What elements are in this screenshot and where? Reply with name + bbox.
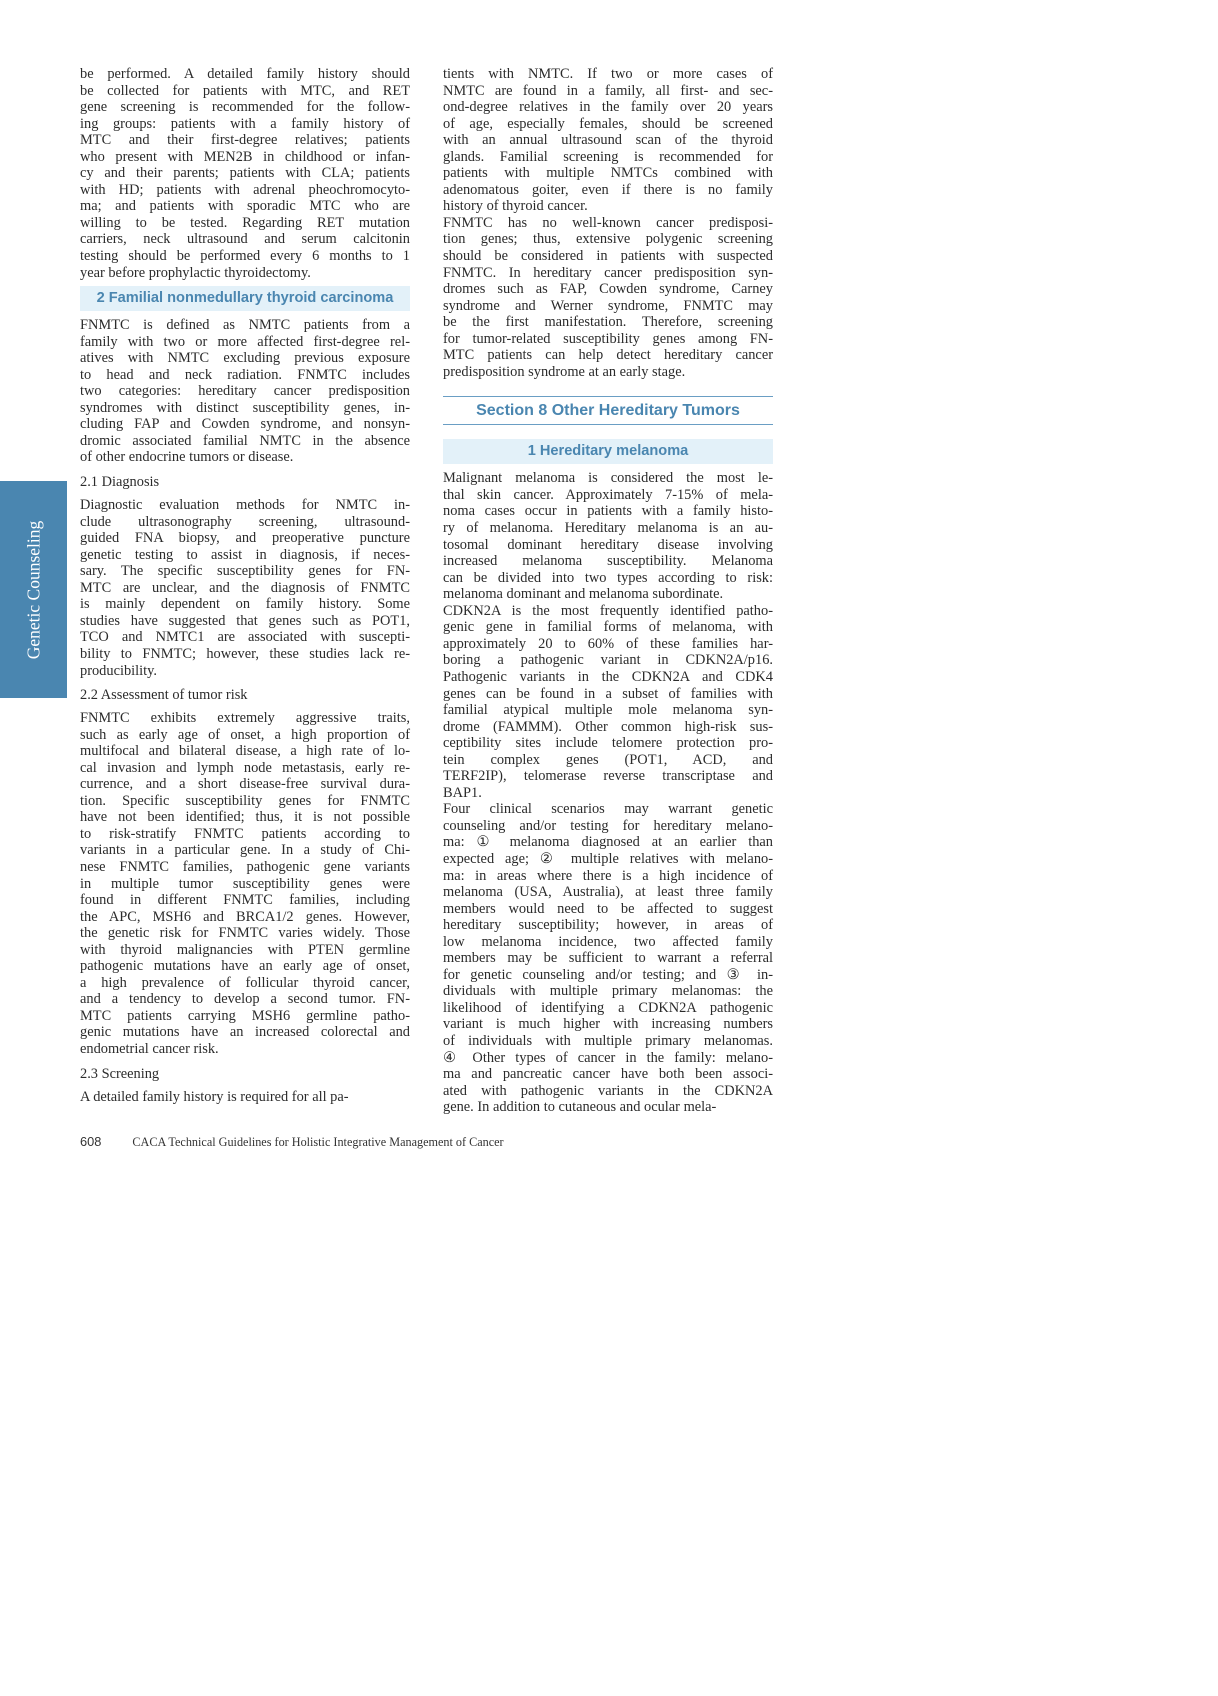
text-line: adenomatous goiter, even if there is no family (443, 181, 773, 198)
text-line: bility to FNMTC; however, these studies lack re- (80, 645, 410, 662)
text-line: thal skin cancer. Approximately 7-15% of mela- (443, 486, 773, 503)
text-line: predisposition syndrome at an early stage. (443, 363, 686, 380)
right-column (443, 66, 773, 1116)
text-line: ④ Other types of cancer in the family: melano- (443, 1049, 773, 1066)
paragraph (80, 710, 410, 1057)
text-line: tion genes; thus, extensive polygenic screening (443, 231, 773, 248)
text-line: guided FNA biopsy, and preoperative puncture (80, 530, 410, 547)
text-line: melanoma dominant and melanoma subordinate. (443, 586, 724, 603)
text-line: of individuals with multiple primary melanomas. (443, 1032, 773, 1049)
text-line: genetic testing to assist in diagnosis, if neces- (80, 546, 410, 563)
text-line: two categories: hereditary cancer predisposition (80, 383, 410, 400)
text-line: TCO and NMTC1 are associated with suscepti- (80, 629, 410, 646)
text-line: should be considered in patients with suspected (443, 248, 773, 265)
text-line: ry of melanoma. Hereditary melanoma is an au- (443, 520, 773, 537)
text-line: tein complex genes (POT1, ACD, and (443, 751, 773, 768)
text-line: for tumor-related susceptibility genes among FN- (443, 330, 773, 347)
left-column (80, 66, 410, 1105)
text-line: drome (FAMMM). Other common high-risk sus- (443, 718, 773, 735)
text-line: gene screening is recommended for the follow- (80, 99, 410, 116)
text-line: increased melanoma susceptibility. Melanoma (443, 553, 773, 570)
text-line: genic gene in familial forms of melanoma, with (443, 619, 773, 636)
text-line: expected age; ② multiple relatives with melano- (443, 850, 773, 867)
text-line: genic mutations have an increased colorectal and (80, 1024, 410, 1041)
text-line: low melanoma incidence, two affected family (443, 933, 773, 950)
paragraph (80, 66, 410, 281)
text-line: ma and pancreatic cancer have both been associ- (443, 1066, 773, 1083)
text-line: cluding FAP and Cowden syndrome, and nonsyn- (80, 416, 410, 433)
text-line: found in different FNMTC families, including (80, 892, 410, 909)
text-line: the genetic risk for FNMTC varies widely. Those (80, 925, 410, 942)
text-line: who present with MEN2B in childhood or infan- (80, 148, 410, 165)
text-line: variant is much higher with increasing numbers (443, 1016, 773, 1033)
paragraph (443, 801, 773, 1115)
text-line: multifocal and bilateral disease, a high rate of lo- (80, 743, 410, 760)
section-heading-hereditary-melanoma: 1 Hereditary melanoma (443, 439, 773, 464)
text-line: ing groups: patients with a family history of (80, 115, 410, 132)
text-line: hereditary susceptibility; however, in areas of (443, 917, 773, 934)
text-line: members may be sufficient to warrant a referral (443, 950, 773, 967)
paragraph (80, 317, 410, 466)
text-line: ma: ① melanoma diagnosed at an earlier than (443, 834, 773, 851)
text-line: atives with NMTC excluding previous exposure (80, 350, 410, 367)
subheading-tumor-risk: 2.2 Assessment of tumor risk (80, 687, 248, 704)
text-line: with an annual ultrasound scan of the thyroid (443, 132, 773, 149)
text-line: NMTC are found in a family, all first- and sec- (443, 82, 773, 99)
text-line: clude ultrasonography screening, ultrasound- (80, 513, 410, 530)
text-line: such as early age of onset, a high proportion of (80, 726, 410, 743)
page-number: 608 (80, 1134, 102, 1149)
text-line: ma; and patients with sporadic MTC who are (80, 198, 410, 215)
text-line: to risk-stratify FNMTC patients according to (80, 825, 410, 842)
text-line: pathogenic mutations have an early age of onset, (80, 958, 410, 975)
text-line: CDKN2A is the most frequently identified patho- (443, 602, 773, 619)
text-line: a high prevalence of follicular thyroid cancer, (80, 974, 410, 991)
paragraph (443, 215, 773, 380)
text-line: counseling and/or testing for hereditary melano- (443, 817, 773, 834)
text-line: is mainly dependent on family history. Some (80, 596, 410, 613)
text-line: ma: in areas where there is a high incidence of (443, 867, 773, 884)
text-line: be performed. A detailed family history should (80, 66, 410, 82)
text-line: syndromes with distinct susceptibility genes, in- (80, 399, 410, 416)
text-line: dromes such as FAP, Cowden syndrome, Carney (443, 281, 773, 298)
text-line: gene. In addition to cutaneous and ocular mela- (443, 1099, 717, 1116)
text-line: nese FNMTC families, pathogenic gene variants (80, 858, 410, 875)
text-line: willing to be tested. Regarding RET mutation (80, 214, 410, 231)
text-line: Malignant melanoma is considered the most le- (443, 470, 773, 487)
text-line: year before prophylactic thyroidectomy. (80, 264, 311, 281)
text-line: patients with multiple NMTCs combined with (443, 165, 773, 182)
text-line: boring a pathogenic variant in CDKN2A/p16. (443, 652, 773, 669)
text-line: be the first manifestation. Therefore, screening (443, 314, 773, 331)
text-line: noma cases occur in patients with a family histo- (443, 503, 773, 520)
text-line: ceptibility sites include telomere protection pro- (443, 735, 773, 752)
text-line: in multiple tumor susceptibility genes were (80, 875, 410, 892)
text-line: of other endocrine tumors or disease. (80, 449, 294, 466)
side-tab-label: Genetic Counseling (23, 520, 43, 659)
text-line: familial atypical multiple mole melanoma syn- (443, 702, 773, 719)
subheading-screening: 2.3 Screening (80, 1065, 160, 1082)
text-line: tosomal dominant hereditary disease involving (443, 536, 773, 553)
subheading-diagnosis: 2.1 Diagnosis (80, 474, 160, 491)
text-line: of age, especially females, should be screened (443, 115, 773, 132)
text-line: MTC and their first-degree relatives; patients (80, 132, 410, 149)
text-line: FNMTC exhibits extremely aggressive traits, (80, 710, 410, 727)
text-line: genes can be found in a subset of families with (443, 685, 773, 702)
text-line: ated with pathogenic variants in the CDKN2A (443, 1082, 773, 1099)
text-line: be collected for patients with MTC, and RET (80, 82, 410, 99)
text-line: FNMTC is defined as NMTC patients from a (80, 317, 410, 334)
text-line: dividuals with multiple primary melanomas: the (443, 983, 773, 1000)
text-line: approximately 20 to 60% of these families har- (443, 635, 773, 652)
paragraph (80, 497, 410, 679)
text-line: FNMTC. In hereditary cancer predisposition syn- (443, 264, 773, 281)
text-line: members would need to be affected to suggest (443, 900, 773, 917)
text-line: TERF2IP), telomerase reverse transcriptase and (443, 768, 773, 785)
text-line: for genetic counseling and/or testing; and ③ in- (443, 966, 773, 983)
text-line: Four clinical scenarios may warrant genetic (443, 801, 773, 818)
side-tab (0, 481, 67, 698)
text-line: endometrial cancer risk. (80, 1040, 219, 1057)
section-heading-other-hereditary-tumors: Section 8 Other Hereditary Tumors (443, 396, 773, 425)
text-line: history of thyroid cancer. (443, 198, 588, 215)
paragraph (443, 603, 773, 802)
text-line: FNMTC has no well-known cancer predisposi- (443, 214, 773, 231)
section-heading-familial-nmtc: 2 Familial nonmedullary thyroid carcinoma (80, 286, 410, 311)
text-line: Diagnostic evaluation methods for NMTC in- (80, 497, 410, 514)
text-line: BAP1. (443, 784, 482, 801)
paragraph (443, 66, 773, 215)
text-line: melanoma (USA, Australia), at least three family (443, 884, 773, 901)
text-line: with HD; patients with adrenal pheochromocyto- (80, 181, 410, 198)
text-line: and a tendency to develop a second tumor. FN- (80, 991, 410, 1008)
text-line: the APC, MSH6 and BRCA1/2 genes. However, (80, 908, 410, 925)
text-line: cy and their parents; patients with CLA; patients (80, 165, 410, 182)
text-line: to head and neck radiation. FNMTC includes (80, 366, 410, 383)
text-line: studies have suggested that genes such as POT1, (80, 612, 410, 629)
text-line: family with two or more affected first-degree rel- (80, 333, 410, 350)
text-line: with thyroid malignancies with PTEN germline (80, 941, 410, 958)
paragraph (443, 470, 773, 602)
text-line: have not been identified; thus, it is not possible (80, 809, 410, 826)
text-line: carriers, neck ultrasound and serum calcitonin (80, 231, 410, 248)
text-line: likelihood of identifying a CDKN2A pathogenic (443, 999, 773, 1016)
text-line: ond-degree relatives in the family over 20 years (443, 99, 773, 116)
text-line: MTC patients carrying MSH6 germline patho- (80, 1007, 410, 1024)
text-line: testing should be performed every 6 months to 1 (80, 248, 410, 265)
book-title: CACA Technical Guidelines for Holistic Integrative Management of Cancer (132, 1135, 504, 1149)
text-line: currence, and a short disease-free survival dura- (80, 776, 410, 793)
text-line: dromic associated familial NMTC in the absence (80, 432, 410, 449)
text-line: sary. The specific susceptibility genes for FN- (80, 563, 410, 580)
text-line: tients with NMTC. If two or more cases of (443, 66, 773, 82)
text-line: cal invasion and lymph node metastasis, early re- (80, 759, 410, 776)
text-line: can be divided into two types according to risk: (443, 569, 773, 586)
text-line: MTC patients can help detect hereditary cancer (443, 347, 773, 364)
text-line: Pathogenic variants in the CDKN2A and CDK4 (443, 668, 773, 685)
text-line: MTC are unclear, and the diagnosis of FNMTC (80, 579, 410, 596)
text-line: A detailed family history is required for all pa- (80, 1088, 349, 1105)
text-line: glands. Familial screening is recommended for (443, 148, 773, 165)
text-line: producibility. (80, 662, 158, 679)
page-footer (80, 1134, 504, 1150)
text-line: syndrome and Werner syndrome, FNMTC may (443, 297, 773, 314)
text-line: variants in a particular gene. In a study of Chi- (80, 842, 410, 859)
paragraph (80, 1089, 410, 1106)
text-line: tion. Specific susceptibility genes for FNMTC (80, 792, 410, 809)
